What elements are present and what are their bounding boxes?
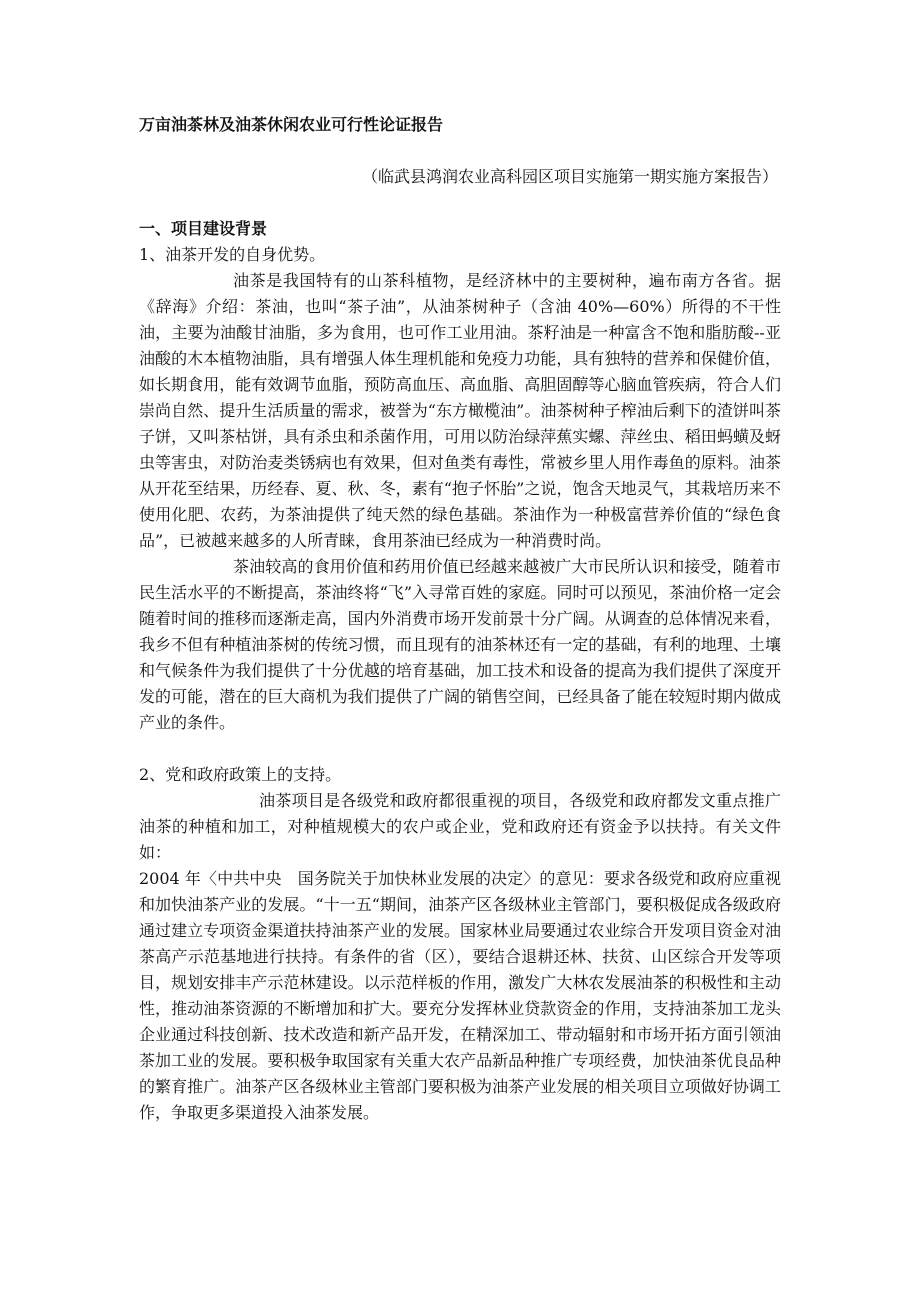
document-title: 万亩油茶林及油茶休闲农业可行性论证报告 bbox=[139, 115, 444, 134]
document-subtitle: （临武县鸿润农业高科园区项目实施第一期实施方案报告） bbox=[362, 167, 779, 186]
paragraph-oil-tea-intro: 油茶是我国特有的山茶科植物，是经济林中的主要树种，遍布南方各省。据《辞海》介绍：茶油，也叫“茶子油”，从油茶树种子（含油 40%—60%）所得的不干性油，主要为油酸甘油脂，多为食用，也可作工业用油。茶籽油是一种富含不饱和脂肪酸--亚油酸的木本植物油脂，具有增强人体生理机能和免疫力功能，具有独特的营养和保健价值，如长期食用，能有效调节血脂，预防高血压、高血脂、高胆固醇等心脑血管疾病，符合人们崇尚自然、提升生活质量的需求，被誉为“东方橄榄油”。油茶树种子榨油后剩下的渣饼叫茶子饼，又叫茶枯饼，具有杀虫和杀菌作用，可用以防治绿萍蕉实螺、萍丝虫、稻田蚂蟥及蚜虫等害虫，对防治麦类锈病也有效果，但对鱼类有毒性，常被乡里人用作毒鱼的原料。油茶从开花至结果，历经春、夏、秋、冬，素有“抱子怀胎”之说，饱含天地灵气，其栽培历来不使用化肥、农药，为茶油提供了纯天然的绿色基础。茶油作为一种极富营养价值的“绿色食品”，已被越来越多的人所青睐，食用茶油已经成为一种消费时尚。 bbox=[139, 271, 781, 550]
subsection-heading-policy: 2、党和政府政策上的支持。 bbox=[139, 765, 342, 784]
paragraph-policy-document: 2004 年〈中共中央 国务院关于加快林业发展的决定〉的意见：要求各级党和政府应重视和加快油茶产业的发展。“十一五“期间，油茶产区各级林业主管部门，要积极促成各级政府通过建立专项资金渠道扶持油茶产业的发展。国家林业局要通过农业综合开发项目资金对油茶高产示范基地进行扶持。有条件的省（区），要结合退耕还林、扶贫、山区综合开发等项目，规划安排丰产示范林建设。以示范样板的作用，激发广大林农发展油茶的积极性和主动性，推动油茶资源的不断增加和扩大。要充分发挥林业贷款资金的作用，支持油茶加工龙头企业通过科技创新、技术改造和新产品开发，在精深加工、带动辐射和市场开拓方面引领油茶加工业的发展。要积极争取国家有关重大农产品新品种推广专项经费，加快油茶优良品种的繁育推广。油茶产区各级林业主管部门要积极为油茶产业发展的相关项目立项做好协调工作，争取更多渠道投入油茶发展。 bbox=[139, 869, 781, 1122]
subsection-heading-advantages: 1、油茶开发的自身优势。 bbox=[139, 245, 326, 264]
section-heading-background: 一、项目建设背景 bbox=[139, 219, 268, 238]
spacer bbox=[139, 736, 781, 762]
paragraph-policy-support: 油茶项目是各级党和政府都很重视的项目，各级党和政府都发文重点推广油茶的种植和加工，对种植规模大的农户或企业，党和政府还有资金予以扶持。有关文件如： bbox=[139, 791, 781, 862]
paragraph-market-prospect: 茶油较高的食用价值和药用价值已经越来越被广大市民所认识和接受，随着市民生活水平的不断提高，茶油终将“飞”入寻常百姓的家庭。同时可以预见，茶油价格一定会随着时间的推移而逐渐走高，国内外消费市场开发前景十分广阔。从调查的总体情况来看，我乡不但有种植油茶树的传统习惯，而且现有的油茶林还有一定的基础，有利的地理、土壤和气候条件为我们提供了十分优越的培育基础，加工技术和设备的提高为我们提供了深度开发的可能，潜在的巨大商机为我们提供了广阔的销售空间，已经具备了能在较短时期内做成产业的条件。 bbox=[139, 557, 781, 732]
document-body bbox=[139, 112, 781, 1126]
